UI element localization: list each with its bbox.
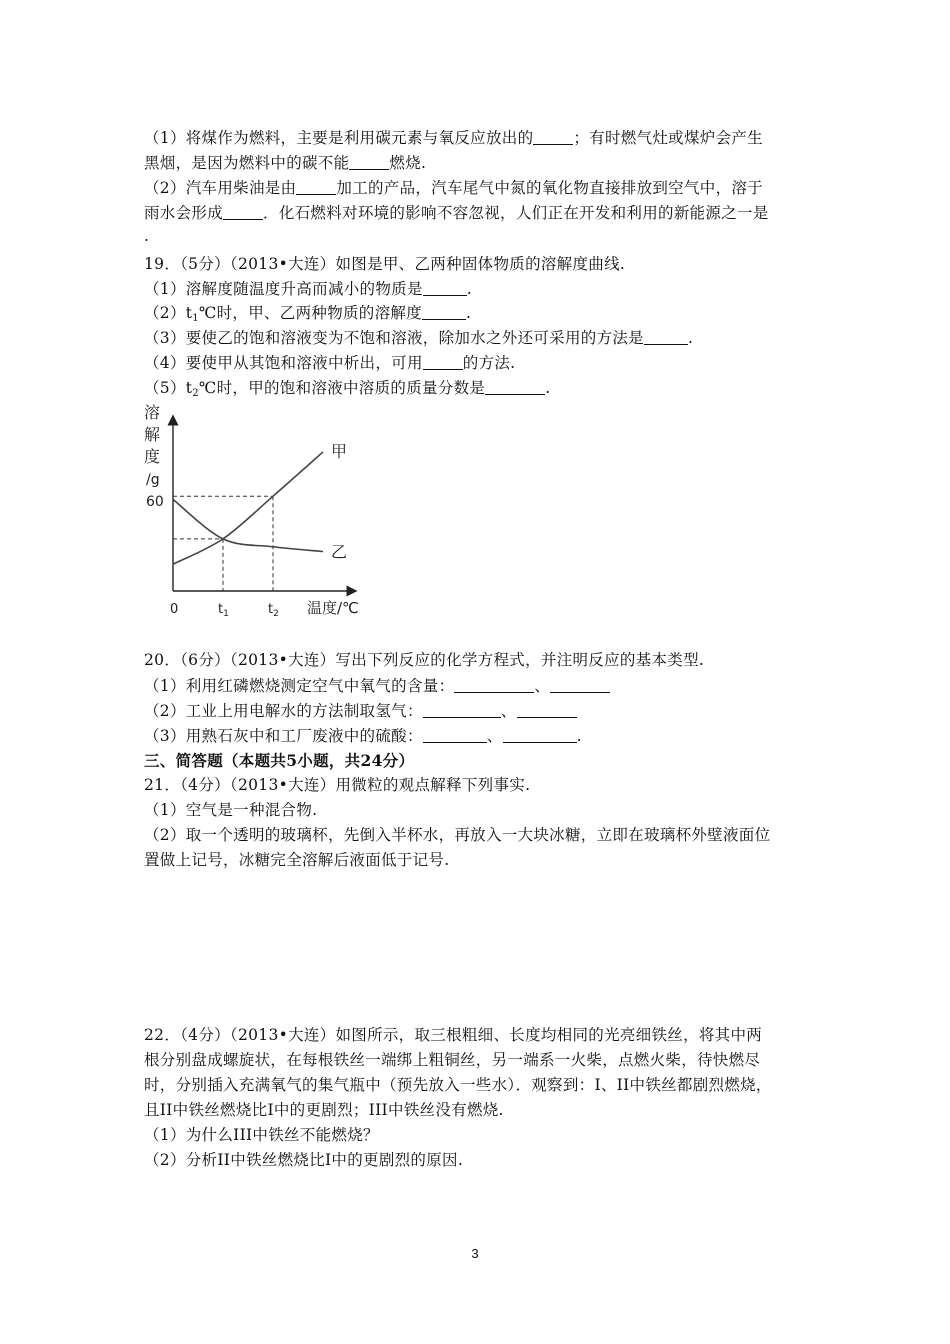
q18-line-1 (144, 128, 824, 148)
q22-line-3: 时，分别插入充满氧气的集气瓶中（预先放入一些水）．观察到：I、II中铁丝都剧烈燃烧， (144, 1076, 772, 1094)
q22-sub-2: （2）分析II中铁丝燃烧比I中的更剧烈的原因. (144, 1151, 464, 1169)
text: ．化石燃料对环境的影响不容忽视，人们正在开发和利用的新能源之一是 (263, 204, 769, 222)
answer-blank (423, 703, 501, 718)
q18-line-5 (144, 226, 824, 246)
answer-blank (644, 330, 688, 345)
answer-blank (423, 728, 487, 743)
q19-sub-4 (144, 353, 824, 373)
text: （2）汽车用柴油是由 (144, 179, 297, 197)
series-line-yi (173, 499, 323, 551)
q22-sub-1: （1）为什么III中铁丝不能燃烧？ (144, 1126, 379, 1144)
series-line-jia (173, 452, 323, 564)
q19-sub-3 (144, 328, 824, 348)
q21-title: 21．（4分）（2013•大连）用微粒的观点解释下列事实. (144, 776, 531, 794)
q21-sub-2a: （2）取一个透明的玻璃杯，先倒入半杯水，再放入一大块冰糖，立即在玻璃杯外壁液面位 (144, 826, 771, 844)
q20-sub-1 (144, 676, 824, 696)
y-tick-label: 60 (146, 494, 164, 510)
q19-title: 19．（5分）（2013•大连）如图是甲、乙两种固体物质的溶解度曲线. (144, 255, 626, 273)
answer-blank (422, 305, 466, 320)
section-heading: 三、简答题（本题共5小题，共24分） (144, 751, 415, 770)
text: . (144, 227, 150, 245)
text: 、 (534, 677, 551, 695)
text: . (466, 280, 472, 298)
subscript: 2 (192, 388, 199, 399)
text: （2）工业上用电解水的方法制取氢气： (144, 702, 423, 720)
text: 黑烟，是因为燃料中的碳不能 (144, 154, 350, 172)
page-number: 3 (471, 1246, 479, 1261)
q19-sub-2 (144, 303, 824, 329)
subscript: 1 (192, 313, 199, 324)
text: （1）将煤作为燃料，主要是利用碳元素与氧反应放出的 (144, 129, 534, 147)
q19-sub-1 (144, 279, 824, 299)
y-label-char: 溶 (144, 403, 161, 422)
origin-label: 0 (170, 602, 179, 617)
answer-blank (423, 281, 467, 296)
text: （1）利用红磷燃烧测定空气中氧气的含量： (144, 677, 455, 695)
y-label-char: 解 (144, 425, 161, 444)
q18-line-4 (144, 203, 824, 223)
answer-blank (296, 180, 336, 195)
q22-line-2: 根分别盘成螺旋状，在每根铁丝一端绑上粗铜丝，另一端系一火柴，点燃火柴，待快燃尽 (144, 1051, 761, 1069)
text: （5）t (144, 379, 193, 397)
answer-blank (517, 703, 577, 718)
series-label-jia: 甲 (331, 441, 348, 461)
q21-sub-2b: 置做上记号，冰糖完全溶解后液面低于记号. (144, 851, 450, 869)
text: . (687, 329, 694, 347)
answer-blank (454, 678, 534, 693)
text: （3）用熟石灰中和工厂废液中的硫酸： (144, 727, 423, 745)
x-tick-label: $t_2$ (268, 602, 279, 619)
text: . (545, 379, 551, 397)
text: （2）t (144, 304, 193, 322)
q20-sub-3 (144, 726, 824, 746)
text: ℃时，甲的饱和溶液中溶质的质量分数是 (198, 379, 486, 397)
q20-sub-2 (144, 701, 824, 721)
q22-line-4: 且II中铁丝燃烧比I中的更剧烈；III中铁丝没有燃烧. (144, 1101, 504, 1119)
x-axis-label: 温度/℃ (307, 599, 359, 617)
answer-blank (485, 380, 545, 395)
answer-blank (550, 678, 610, 693)
text: 燃烧. (389, 154, 427, 172)
answer-blank (423, 355, 463, 370)
q18-line-2 (144, 153, 824, 173)
answer-blank (349, 155, 389, 170)
text: （4）要使甲从其饱和溶液中析出，可用 (144, 354, 423, 372)
text: ；有时燃气灶或煤炉会产生 (573, 129, 763, 147)
text: 雨水会形成 (144, 204, 224, 222)
text: 的方法. (462, 354, 516, 372)
series-label-yi: 乙 (331, 542, 348, 562)
q20-title: 20．（6分）（2013•大连）写出下列反应的化学方程式，并注明反应的基本类型. (144, 651, 705, 669)
q18-line-3 (144, 178, 824, 198)
text: . (466, 304, 472, 322)
x-tick-label: $t_1$ (218, 602, 229, 619)
text: 、 (486, 727, 503, 745)
text: ℃时，甲、乙两种物质的溶解度 (198, 304, 423, 322)
y-label-unit: /g (146, 472, 160, 488)
text: 加工的产品，汽车尾气中氮的氧化物直接排放到空气中，溶于 (336, 179, 763, 197)
text: （3）要使乙的饱和溶液变为不饱和溶液，除加水之外还可采用的方法是 (144, 329, 644, 347)
q21-sub-1: （1）空气是一种混合物. (144, 801, 318, 819)
text: （1）溶解度随温度升高而减小的物质是 (144, 280, 423, 298)
solubility-chart (140, 398, 370, 630)
answer-blank (533, 130, 573, 145)
text: . (576, 727, 582, 745)
y-label-char: 度 (144, 447, 161, 466)
q22-line-1: 22．（4分）（2013•大连）如图所示，取三根粗细、长度均相同的光亮细铁丝，将其中两 (144, 1026, 763, 1044)
text: 、 (500, 702, 517, 720)
answer-blank (503, 728, 577, 743)
answer-blank (223, 205, 263, 220)
